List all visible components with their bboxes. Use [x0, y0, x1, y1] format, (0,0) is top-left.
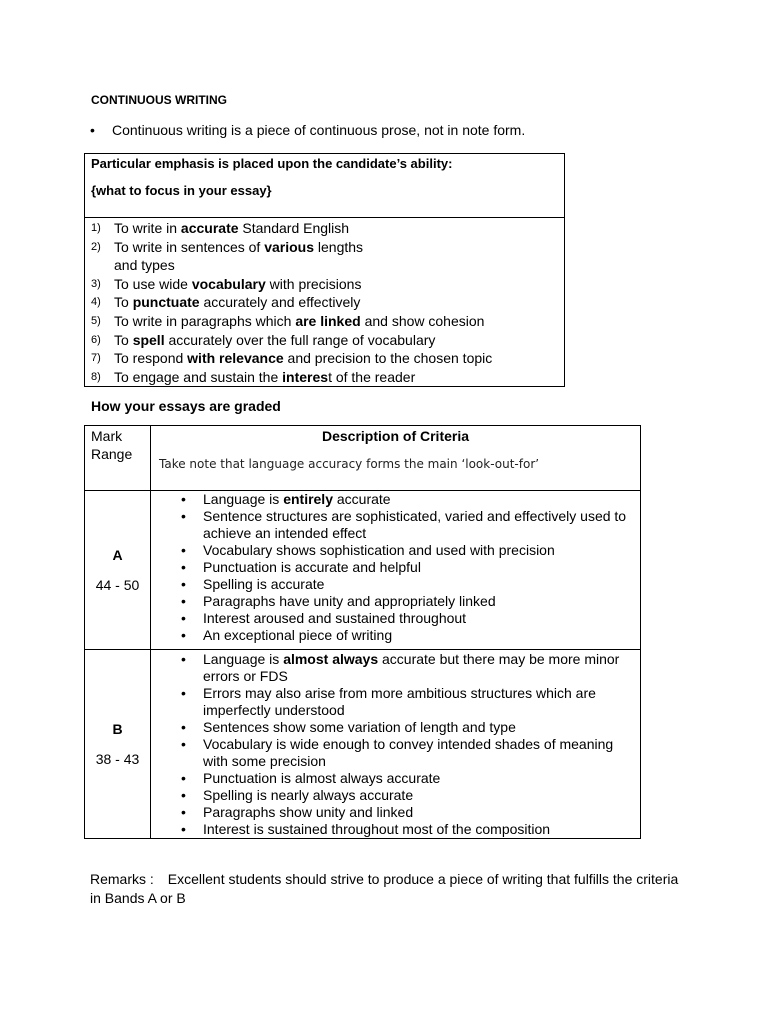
- focus-item-text: [114, 293, 564, 312]
- band-row-a: [85, 491, 641, 650]
- focus-item-text: [114, 238, 564, 275]
- criteria-item-pre: Interest is sustained throughout most of the composition: [203, 821, 551, 837]
- band-row-b: [85, 650, 641, 839]
- criteria-header-row: [85, 426, 641, 491]
- criteria-item: [181, 610, 640, 627]
- focus-item-post: accurately over the full range of vocabulary: [164, 331, 436, 348]
- focus-item-post: Standard English: [238, 220, 350, 236]
- criteria-item-pre: Interest aroused and sustained throughout: [203, 610, 467, 626]
- band-b-criteria-list: [151, 650, 640, 838]
- intro-text: Continuous writing is a piece of continuous prose, not in note form.: [112, 122, 526, 138]
- focus-item-number: 7): [91, 352, 101, 365]
- criteria-item: [181, 576, 640, 593]
- focus-header-line2: {what to focus in your essay}: [91, 183, 272, 198]
- criteria-item: [181, 593, 640, 610]
- criteria-item: [181, 770, 640, 787]
- criteria-item-pre: Language is: [203, 651, 284, 667]
- band-a-criteria-list: [151, 491, 640, 644]
- band-b-criteria-cell: [151, 650, 641, 839]
- focus-item: [91, 368, 564, 387]
- criteria-item-post: accurate: [333, 491, 391, 507]
- focus-item-number: 2): [91, 240, 101, 253]
- graded-title: How your essays are graded: [91, 398, 281, 414]
- criteria-item: [181, 559, 640, 576]
- focus-item-bold: accurate: [180, 220, 239, 236]
- focus-list: [85, 218, 564, 386]
- focus-item-number: 5): [91, 314, 101, 327]
- criteria-item: [181, 491, 640, 508]
- intro-bullet: [90, 122, 525, 138]
- focus-item-bold: various: [264, 238, 314, 255]
- criteria-item: [181, 508, 640, 542]
- band-a-range: 44 - 50: [95, 577, 140, 593]
- focus-item-bold: vocabulary: [191, 275, 266, 292]
- remarks: [90, 870, 690, 908]
- bullet-icon: •: [90, 122, 95, 138]
- criteria-item-pre: Errors may also arise from more ambitious structures which are imperfectly understood: [203, 685, 596, 718]
- focus-item-post: and show cohesion: [360, 312, 485, 329]
- focus-item-post: t of the reader: [328, 368, 416, 385]
- focus-item: [91, 293, 564, 312]
- focus-header-line1: Particular emphasis is placed upon the candidate’s ability:: [91, 156, 453, 171]
- document-heading: CONTINUOUS WRITING: [91, 93, 227, 107]
- criteria-item: [181, 736, 640, 770]
- focus-item-bold: interes: [282, 368, 329, 385]
- band-a-letter: A: [112, 547, 123, 563]
- focus-item-text: [114, 275, 564, 294]
- focus-item-pre: To write in sentences of: [114, 238, 265, 255]
- focus-item: [91, 238, 564, 275]
- criteria-item: [181, 804, 640, 821]
- focus-item-bold: are linked: [295, 312, 361, 329]
- criteria-item-pre: Spelling is accurate: [203, 576, 325, 592]
- mark-range-header: Mark Range: [85, 426, 151, 491]
- focus-item: [91, 312, 564, 331]
- remarks-label: Remarks :: [90, 871, 154, 887]
- focus-item: [91, 349, 564, 368]
- focus-item-number: 8): [91, 370, 101, 383]
- criteria-item-pre: Spelling is nearly always accurate: [203, 787, 414, 803]
- criteria-item-pre: Vocabulary shows sophistication and used with precision: [203, 542, 555, 558]
- criteria-item-pre: Paragraphs have unity and appropriately linked: [203, 593, 496, 609]
- band-b-letter: B: [112, 721, 123, 737]
- focus-item-pre: To write in paragraphs which: [114, 312, 296, 329]
- criteria-item-bold: almost always: [283, 651, 379, 667]
- criteria-item: [181, 787, 640, 804]
- criteria-table: [84, 425, 641, 839]
- focus-item-line2: and types: [114, 257, 175, 274]
- focus-item-pre: To respond: [114, 350, 188, 367]
- focus-item-text: [114, 368, 564, 387]
- band-b-range: 38 - 43: [95, 751, 140, 767]
- band-b-grade-cell: [85, 650, 151, 839]
- focus-item-number: 4): [91, 296, 101, 309]
- focus-item-pre: To write in: [114, 220, 181, 236]
- band-a-criteria-cell: [151, 491, 641, 650]
- focus-item-post: and precision to the chosen topic: [283, 350, 493, 367]
- focus-item-number: 6): [91, 333, 101, 346]
- band-a-grade-cell: [85, 491, 151, 650]
- focus-item-number: 3): [91, 277, 101, 290]
- focus-box: [84, 153, 565, 387]
- focus-item-number: 1): [91, 222, 101, 234]
- focus-item-post: with precisions: [265, 275, 362, 292]
- criteria-item: [181, 542, 640, 559]
- focus-item-bold: with relevance: [187, 350, 284, 367]
- criteria-item-pre: Sentence structures are sophisticated, varied and effectively used to achieve an intended effect: [203, 508, 627, 541]
- criteria-item-post: accurate but there may be more minor errors or FDS: [203, 651, 620, 684]
- focus-item-post: lengths: [314, 238, 364, 255]
- focus-item-pre: To engage and sustain the: [114, 368, 283, 385]
- remarks-text: Excellent students should strive to produce a piece of writing that fulfills the criteria in Bands A or B: [90, 871, 679, 906]
- focus-item-post: accurately and effectively: [199, 294, 361, 311]
- criteria-item-pre: Paragraphs show unity and linked: [203, 804, 414, 820]
- description-header-cell: [151, 426, 641, 491]
- focus-item-text: [114, 219, 564, 238]
- criteria-item: [181, 719, 640, 736]
- focus-item-pre: To: [114, 331, 133, 348]
- criteria-item: [181, 685, 640, 719]
- criteria-item-pre: Language is: [203, 491, 284, 507]
- focus-item-pre: To use wide: [114, 275, 192, 292]
- focus-item: [91, 219, 564, 238]
- criteria-item-pre: Punctuation is accurate and helpful: [203, 559, 421, 575]
- focus-item-bold: punctuate: [132, 294, 200, 311]
- focus-item: [91, 331, 564, 350]
- criteria-item-pre: Punctuation is almost always accurate: [203, 770, 441, 786]
- criteria-item-pre: An exceptional piece of writing: [203, 627, 393, 643]
- description-header: Description of Criteria: [321, 428, 470, 444]
- focus-item-text: [114, 349, 564, 368]
- criteria-item: [181, 651, 640, 685]
- focus-item-text: [114, 331, 564, 350]
- criteria-item: [181, 627, 640, 644]
- focus-item-pre: To: [114, 294, 133, 311]
- criteria-item-bold: entirely: [283, 491, 333, 507]
- focus-item-text: [114, 312, 564, 331]
- criteria-item-pre: Vocabulary is wide enough to convey intended shades of meaning with some precision: [203, 736, 614, 769]
- focus-item: [91, 275, 564, 294]
- criteria-note: Take note that language accuracy forms the main ‘look-out-for’: [159, 457, 540, 471]
- criteria-item: [181, 821, 640, 838]
- criteria-item-pre: Sentences show some variation of length and type: [203, 719, 516, 735]
- focus-header: [85, 154, 564, 218]
- focus-item-bold: spell: [132, 331, 165, 348]
